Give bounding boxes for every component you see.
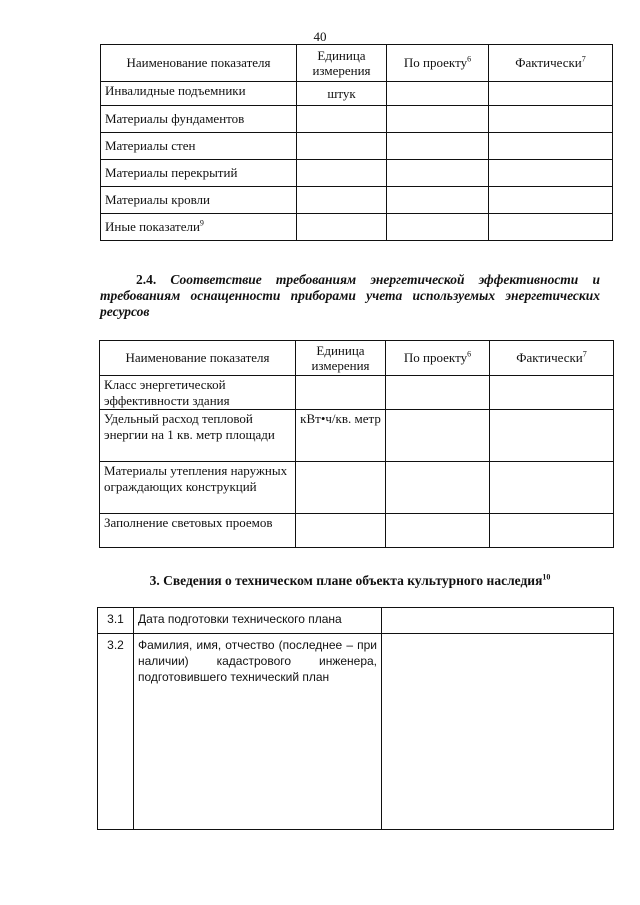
row-name: Материалы стен	[101, 133, 297, 160]
row-unit	[296, 462, 386, 514]
table-header-row	[100, 341, 614, 376]
row-value	[382, 634, 614, 830]
row-number: 3.2	[98, 634, 134, 830]
header-name: Наименование показателя	[101, 45, 297, 82]
row-name: Заполнение световых проемов	[100, 514, 296, 548]
table-row	[100, 462, 614, 514]
indicators-table	[100, 44, 613, 241]
row-number: 3.1	[98, 608, 134, 634]
page-number: 40	[313, 29, 327, 44]
header-project: По проекту$^6$	[387, 45, 489, 82]
row-actual	[489, 214, 613, 241]
header-actual: Фактически$^7$	[489, 45, 613, 82]
row-name: Материалы перекрытий	[101, 160, 297, 187]
row-actual	[489, 133, 613, 160]
row-unit	[297, 106, 387, 133]
footnote-mark: 9	[199, 218, 204, 228]
row-actual	[490, 410, 614, 462]
row-unit: кВт•ч/кв. метр	[296, 410, 386, 462]
row-project	[387, 160, 489, 187]
row-value	[382, 608, 614, 634]
table-row	[101, 214, 613, 241]
row-name: Удельный расход тепловой энергии на 1 кв. метр площади	[100, 410, 296, 462]
row-actual	[490, 462, 614, 514]
table-row	[100, 514, 614, 548]
row-project	[386, 514, 490, 548]
row-actual	[489, 82, 613, 106]
row-project	[387, 82, 489, 106]
row-unit	[297, 187, 387, 214]
row-actual	[489, 160, 613, 187]
row-name: Иные показатели$^9$	[101, 214, 297, 241]
row-project	[387, 214, 489, 241]
row-name: Класс энергетической эффективности здания	[100, 376, 296, 410]
table-row	[101, 160, 613, 187]
table-row	[100, 410, 614, 462]
row-name: Материалы кровли	[101, 187, 297, 214]
row-label: Фамилия, имя, отчество (последнее – при наличии) кадастрового инженера, подготовившего технический план	[134, 634, 382, 830]
table-row	[101, 187, 613, 214]
row-actual	[490, 376, 614, 410]
row-name: Инвалидные подъемники	[101, 82, 297, 106]
table-row	[101, 82, 613, 106]
row-project	[386, 462, 490, 514]
row-project	[386, 376, 490, 410]
table-row	[101, 133, 613, 160]
row-unit: штук	[297, 82, 387, 106]
row-unit	[296, 376, 386, 410]
header-unit: Единица измерения	[296, 341, 386, 376]
section-title-2-4: Соответствие требованиям энергетической эффективности и требованиям оснащенности приборами учета используемых энергетических ресурсов	[100, 272, 600, 319]
row-name: Материалы фундаментов	[101, 106, 297, 133]
header-project: По проекту$^6$	[386, 341, 490, 376]
table-row	[98, 634, 614, 830]
row-project	[387, 133, 489, 160]
row-unit	[297, 160, 387, 187]
header-actual: Фактически$^7$	[490, 341, 614, 376]
row-project	[387, 106, 489, 133]
table-row	[100, 376, 614, 410]
header-unit: Единица измерения	[297, 45, 387, 82]
table-header-row	[101, 45, 613, 82]
energy-efficiency-table	[99, 340, 614, 548]
table-row	[98, 608, 614, 634]
row-project	[386, 410, 490, 462]
row-actual	[489, 106, 613, 133]
table-row	[101, 106, 613, 133]
footnote-mark: 10	[542, 572, 551, 582]
row-actual	[490, 514, 614, 548]
row-label: Дата подготовки технического плана	[134, 608, 382, 634]
row-name: Материалы утепления наружных ограждающих конструкций	[100, 462, 296, 514]
section-heading-2-4: 2.4. Соответствие требованиям энергетической эффективности и требованиям оснащенности приборами учета используемых энергетических ресурсов	[100, 272, 600, 319]
row-unit	[296, 514, 386, 548]
row-unit	[297, 214, 387, 241]
section-title-3: 3. Сведения о техническом плане объекта культурного наследия	[149, 573, 543, 588]
row-unit	[297, 133, 387, 160]
row-actual	[489, 187, 613, 214]
section-heading-3	[100, 573, 600, 589]
header-name: Наименование показателя	[100, 341, 296, 376]
technical-plan-table	[97, 607, 614, 830]
row-project	[387, 187, 489, 214]
